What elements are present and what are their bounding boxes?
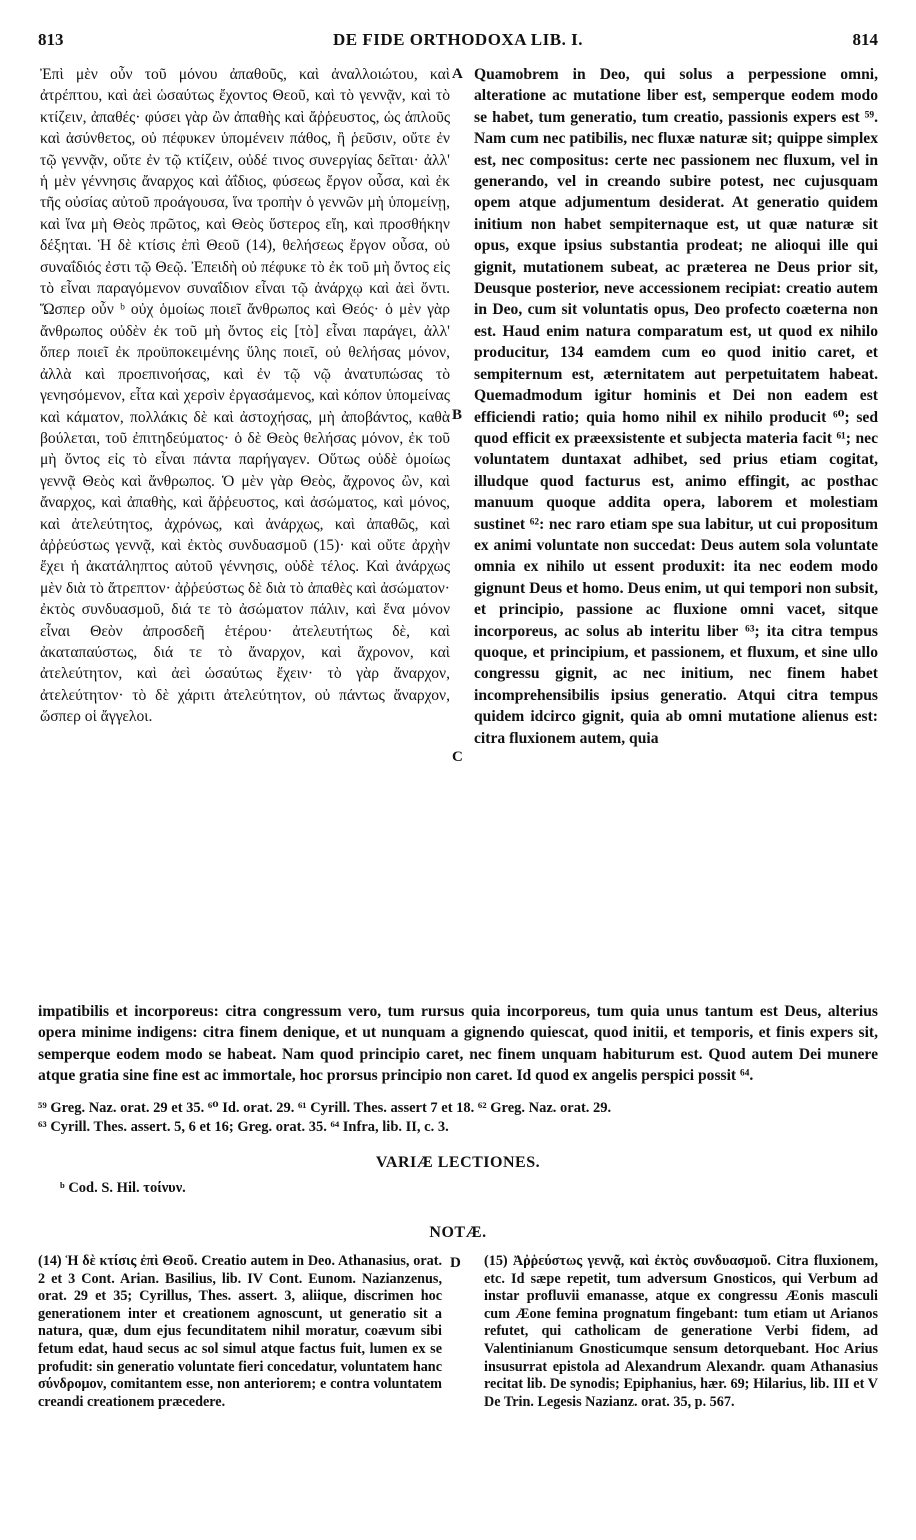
page-number-left: 813: [38, 30, 64, 49]
margin-letter-b: B: [452, 407, 463, 423]
variant-reading: ᵇ Cod. S. Hil. τοίνυν.: [60, 1180, 186, 1196]
note-15: (15) Ἀῤῥεύστως γεννᾷ, καὶ ἐκτὸς συνδυασμοῦ. Citra fluxionem, etc. Id sæpe repetit, tum adversum Gnosticos, qui Verbum ad instar profluvii emanasse, atque ex congressu Æonis masculi cum Æone femina prognatum fingebant: tum etiam ut Arianos refutet, qui catholicam de generatione Verbi fidem, ad Valentinianum Gnosticumque sensum detorquebant. Hoc Arius insusurrat epistola ad Alexandrum Alexandr. quam Athanasius recitat lib. De synodis; Epiphanius, hær. 69; Hilarius, lib. III et V De Trin. Legesis Nazianz. orat. 35, p. 567.: [484, 1253, 878, 1410]
footnote-line: ⁶³ Cyrill. Thes. assert. 5, 6 et 16; Greg. orat. 35. ⁶⁴ Infra, lib. II, c. 3.: [38, 1119, 449, 1135]
full-width-latin-text: impatibilis et incorporeus: citra congressum vero, tum rursus quia incorporeus, tum quia unus tantum est Deus, alterius opera minime indigens: citra finem denique, et ut nunquam a gignendo quiescat, quod initii, et temporis, et finis expers sit, semperque eodem modo se habeat. Nam quod principio caret, nec finem unquam habiturum est. Quod autem Dei munere atque gratia sine fine est ac immortale, hoc prorsus principio non caret. Id quod ex angelis perspici possit ⁶⁴.: [38, 1003, 878, 1085]
margin-letter-a: A: [452, 66, 463, 82]
variae-lectiones-heading: VARIÆ LECTIONES.: [375, 1154, 541, 1171]
footnote-line: ⁵⁹ Greg. Naz. orat. 29 et 35. ⁶⁰ Id. orat. 29. ⁶¹ Cyrill. Thes. assert 7 et 18. ⁶² Greg. Naz. orat. 29.: [38, 1100, 612, 1116]
running-title: DE FIDE ORTHODOXA LIB. I.: [333, 30, 583, 49]
notae-heading: NOTÆ.: [429, 1224, 487, 1241]
note-14: (14) Ἡ δὲ κτίσις ἐπὶ Θεοῦ. Creatio autem in Deo. Athanasius, orat. 2 et 3 Cont. Arian. Basilius, lib. IV Cont. Eunom. Nazianzenus, orat. 29 et 35; Cyrillus, Thes. assert. 3, aliique, discrimen hoc generationem inter et creationem agnoscunt, ut generatio sit a natura, quæ, dum ejus fecunditatem nihil moratur, coævum sibi fetum edat, haud secus ac sol simul atque factus fuit, lumen ex se profudit: sin generatio voluntate fieri concedatur, voluntatem hanc σύνδρομον, comitantem esse, non anteriorem; e contra voluntatem creandi creationem præcedere.: [38, 1253, 442, 1410]
running-header: [38, 30, 878, 56]
page-number-right: 814: [852, 30, 878, 49]
greek-text-column: Ἐπὶ μὲν οὖν τοῦ μόνου ἀπαθοῦς, καὶ ἀναλλοιώτου, καὶ ἀτρέπτου, καὶ ἀεὶ ὡσαύτως ἔχοντος Θεοῦ, καὶ τὸ γεννᾷν, καὶ τὸ κτίζειν, ἀπαθές· φύσει γὰρ ὢν ἀπαθὴς καὶ ἄῤῥευστος, ὡς ἁπλοῦς καὶ ἀσύνθετος, οὐ πέφυκεν ὑπομένειν πάθος, ἢ ῥεῦσιν, οὔτε ἐν τῷ γεννᾷν, οὔτε ἐν τῷ κτίζειν, οὐδέ τινος συνεργίας δεῖται· ἀλλ' ἡ μὲν γέννησις ἄναρχος καὶ ἀΐδιος, φύσεως ἔργον οὖσα, καὶ ἐκ τῆς οὐσίας αὐτοῦ προάγουσα, ἵνα τροπὴν ὁ γεννῶν μὴ ὑπομείνῃ, καὶ ἵνα μὴ Θεὸς πρῶτος, καὶ Θεὸς ὕστερος εἴη, καὶ προσθήκην δέξηται. Ἡ δὲ κτίσις ἐπὶ Θεοῦ (14), θελήσεως ἔργον οὖσα, οὐ συναΐδιός ἐστι τῷ Θεῷ. Ἐπειδὴ οὐ πέφυκε τὸ ἐκ τοῦ μὴ ὄντος εἰς τὸ εἶναι παραγόμενον συναΐδιον εἶναι τῷ ἀνάρχῳ καὶ ἀεὶ ὄντι. Ὥσπερ οὖν ᵇ οὐχ ὁμοίως ποιεῖ ἄνθρωπος καὶ Θεός· ὁ μὲν γὰρ ἄνθρωπος οὐδὲν ἐκ τοῦ μὴ ὄντος εἰς [τὸ] εἶναι παράγει, ἀλλ' ὅπερ ποιεῖ ἐκ προϋποκειμένης ὕλης ποιεῖ, οὐ θελήσας μόνον, ἀλλὰ καὶ προεπινοήσας, καὶ ἐν τῷ νῷ ἀνατυπώσας τὸ γενησόμενον, εἶτα καὶ χερσὶν ἐργασάμενος, καὶ κόπον ὑπομείνας καὶ κάματον, πολλάκις δὲ καὶ ἀστοχήσας, μὴ ἀποβάντος, καθὰ βούλεται, τοῦ ἐπιτηδεύματος· ὁ δὲ Θεὸς θελήσας μόνον, ἐκ τοῦ μὴ ὄντος εἰς τὸ εἶναι πάντα παρήγαγεν. Οὕτως οὐδὲ ὁμοίως γεννᾷ Θεὸς καὶ ἄνθρωπος. Ὁ μὲν γὰρ Θεὸς, ἄχρονος ὢν, καὶ ἄναρχος, καὶ ἀπαθὴς, καὶ ἄῤῥευστος, καὶ ἀσώματος, καὶ μόνος, καὶ ἀτελεύτητος, ἀχρόνως, καὶ ἀνάρχως, καὶ ἀπαθῶς, καὶ ἀῤῥεύστως γεννᾷ, καὶ ἐκτὸς συνδυασμοῦ (15)· καὶ οὔτε ἀρχὴν ἔχει ἡ ἀκατάληπτος αὐτοῦ γέννησις, οὐδὲ τέλος. Καὶ ἀνάρχως μὲν διὰ τὸ ἄτρεπτον· ἀῤῥεύστως δὲ διὰ τὸ ἀπαθὲς καὶ ἀσώματον· ἐκτὸς συνδυασμοῦ, διά τε τὸ ἀσώματον πάλιν, καὶ ἕνα μόνον εἶναι Θεὸν ἀπροσδεῆ ἑτέρου· ἀτελευτήτως δὲ, καὶ ἀκαταπαύστως, διά τε τὸ ἄναρχον, καὶ ἄχρονον, καὶ ἀτελεύτητον, καὶ ἀεὶ ὡσαύτως ἔχειν· τὸ γὰρ ἄναρχον, ἀτελεύτητον· τὸ δὲ χάριτι ἀτελεύτητον, οὐ πάντως ἄναρχον, ὥσπερ οἱ ἄγγελοι.: [40, 66, 450, 726]
margin-letter-c: C: [452, 749, 463, 765]
footnotes: [38, 1099, 878, 1137]
margin-letter-d: D: [450, 1255, 461, 1271]
latin-text-column: Quamobrem in Deo, qui solus a perpessione omni, alteratione ac mutatione liber est, semperque eodem modo se habet, tum generatio, tum creatio, passionis expers est ⁵⁹. Nam cum nec patibilis, nec fluxæ naturæ sit; quippe simplex est, nec compositus: certe nec passionem nec fluxum, vel in generando, vel in creando subire potest, nec cujusquam opem atque adjumentum desiderat. At generatio quidem initium non habet sempiternaque est, ut quæ naturæ sit opus, exque ipsius substantia prodeat; ne alioqui ille qui gignit, mutationem subeat, ac præterea ne Deus prior sit, Deusque posterior, neve accessionem recipiat: creatio autem in Deo, cum sit voluntatis opus, Deo profecto coæterna non est. Haud enim natura comparatum est, ut quod ex nihilo producitur, 134 eamdem cum eo quod initio caret, et sempiternum est, æternitatem aut perpetuitatem habeat. Quemadmodum igitur hominis et Dei non eadem est efficiendi ratio; quia homo nihil ex nihilo producit ⁶⁰; sed quod efficit ex præexsistente et subjecta materia facit ⁶¹; nec voluntatem duntaxat adhibet, sed prius etiam cogitat, illudque quod facturus est, animo effingit, ac posthac manuum quoque addita opera, laborem et molestiam sustinet ⁶²: nec raro etiam spe sua labitur, ut cui propositum ex animi voluntate non succedat: Deus autem sola voluntate omnia ex nihilo ut essent produxit: ita nec eodem modo gignunt Deus et homo. Deus enim, ut qui tempori non subsit, et principio, passione ac fluxione omni vacet, sitque incorporeus, ac solus ab interitu liber ⁶³; ita citra tempus quoque, et principium, et passionem, et fluxum, et sine ullo congressu gignit, ac nec initium, nec finem habet incomprehensibilis ipsius generatio. Atqui citra tempus quidem idcirco gignit, quia ab omni mutatione alienus est: citra fluxionem autem, quia: [474, 66, 878, 747]
